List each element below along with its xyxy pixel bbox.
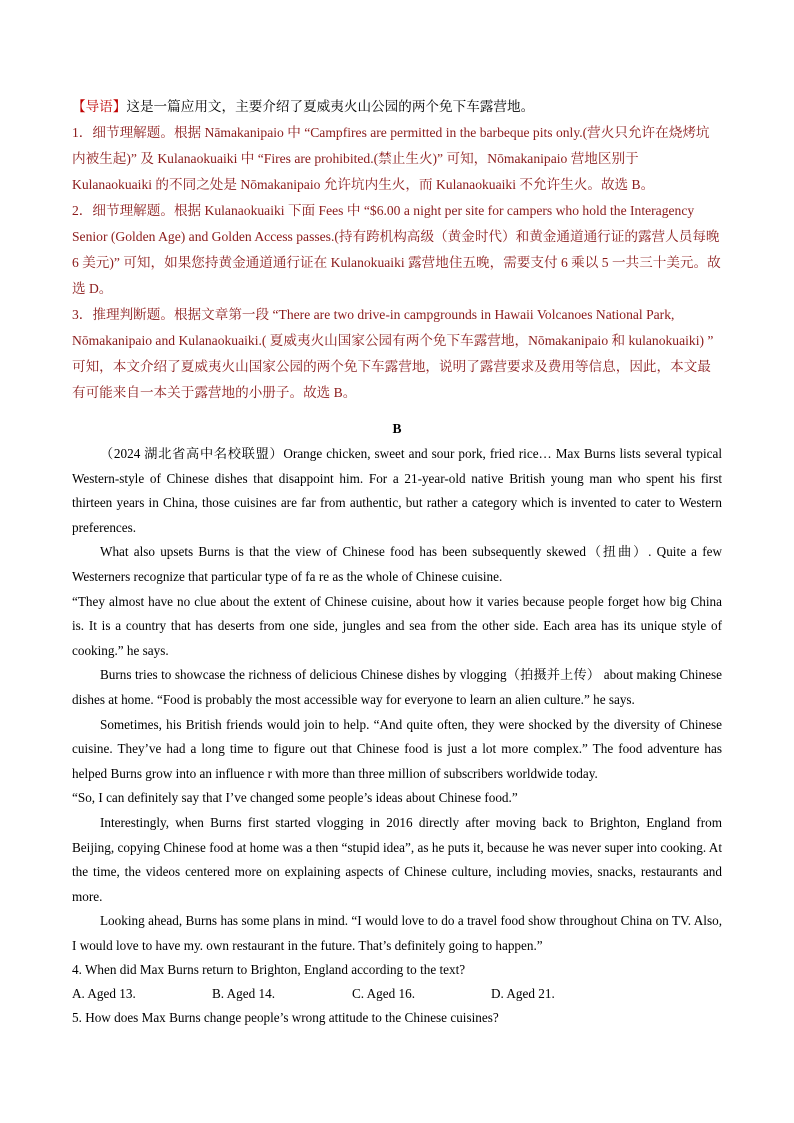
explanation-item-2: 2．细节理解题。根据 Kulanaokuaiki 下面 Fees 中 “$6.00 a night per site for campers who hold the Interagency Senior (Golden Age) and Golden Access passes.(持有跨机构高级（黄金时代）和黄金通道通行证的露营人员每晚 6 美元)” 可知，如果您持黄金通道通行证在 Kulanokuaiki 露营地住五晚，需要支付 6 乘以 5 一共三十美元。故选 D。 xyxy=(72,203,721,296)
passage-paragraph-5: Sometimes, his British friends would join to help. “And quite often, they were shocked by the diversity of Chinese cuisine. They’ve had a long time to figure out that Chinese food is just a lot more complex.” The food adventure has helped Burns grow into an influence r with more than three million of subscribers worldwide today. xyxy=(72,716,722,781)
explanation-item-1: 1．细节理解题。根据 Nāmakanipaio 中 “Campfires are permitted in the barbeque pits only.(营火只允许在烧烤坑内被生起)” 及 Kulanaokuaiki 中 “Fires are prohibited.(禁止生火)” 可知，Nōmakanipaio 营地区别于 Kulanaokuaiki 的不同之处是 Nōmakanipaio 允许坑内生火，而 Kulanaokuaiki 不允许生火。故选 B。 xyxy=(72,125,710,192)
option-b: B. Aged 14. xyxy=(212,986,276,1001)
guide-tag: 【导语】 xyxy=(72,99,127,114)
answer-explanation xyxy=(72,94,722,406)
passage-paragraph-7: Interestingly, when Burns first started vlogging in 2016 directly after moving back to Brighton, England from Beijing, copying Chinese food at home was a then “stupid idea”, as he puts it, because he was never super into cooking. At the time, the videos centered more on explaining aspects of Chinese culture, including movies, snacks, restaurants and more. xyxy=(72,814,722,904)
option-a: A. Aged 13. xyxy=(72,986,136,1001)
passage-paragraph-3: “They almost have no clue about the extent of Chinese cuisine, about how it varies because people forget how big China is. It is a country that has deserts from one side, jungles and sea from the other side. Each area has its unique style of cooking.” he says. xyxy=(72,593,722,658)
question-4-stem: 4. When did Max Burns return to Brighton, England according to the text? xyxy=(72,962,466,977)
guide-lead-text: 这是一篇应用文，主要介绍了夏威夷火山公园的两个免下车露营地。 xyxy=(126,99,535,114)
passage-paragraph-2: What also upsets Burns is that the view of Chinese food has been subsequently skewed（扭曲）. Quite a few Westerners recognize that particular type of fa re as the whole of Chinese cuisine. xyxy=(72,544,722,584)
passage-paragraph-6: “So, I can definitely say that I’ve changed some people’s ideas about Chinese food.” xyxy=(72,790,518,806)
reading-passage xyxy=(72,442,722,958)
passage-paragraph-1: （2024 湖北省高中名校联盟）Orange chicken, sweet and sour pork, fried rice… Max Burns lists several typical Western-style of Chinese dishes that disappoint him. For a 21-year-old native British young man who spent his first thirteen years in China, those cuisines are far from authentic, but rather a category which is invented to cater to Western preferences. xyxy=(72,446,722,535)
question-5-stem: 5. How does Max Burns change people’s wrong attitude to the Chinese cuisines? xyxy=(72,1010,499,1025)
guide-lead xyxy=(72,94,722,120)
option-c: C. Aged 16. xyxy=(352,986,416,1001)
passage-paragraph-8: Looking ahead, Burns has some plans in mind. “I would love to do a travel food show throughout China on TV. Also, I would love to have my. own restaurant in the future. That’s definitely going to happen.” xyxy=(72,913,722,953)
explanation-item-3: 3．推理判断题。根据文章第一段 “There are two drive-in campgrounds in Hawaii Volcanoes National Park, Nōmakanipaio and Kulanaokuaiki.( 夏威夷火山国家公园有两个免下车露营地，Nōmakanipaio 和 kulanokuaiki) ” 可知，本文介绍了夏威夷火山国家公园的两个免下车露营地，说明了露营要求及费用等信息，因此，本文最有可能来自一本关于露营地的小册子。故选 B。 xyxy=(72,307,714,400)
section-heading: B xyxy=(392,421,402,436)
passage-paragraph-4: Burns tries to showcase the richness of delicious Chinese dishes by vlogging（拍摄并上传） about making Chinese dishes at home. “Food is probably the most accessible way for everyone to learn an alien culture.” he says. xyxy=(72,667,722,707)
option-d: D. Aged 21. xyxy=(491,986,555,1001)
